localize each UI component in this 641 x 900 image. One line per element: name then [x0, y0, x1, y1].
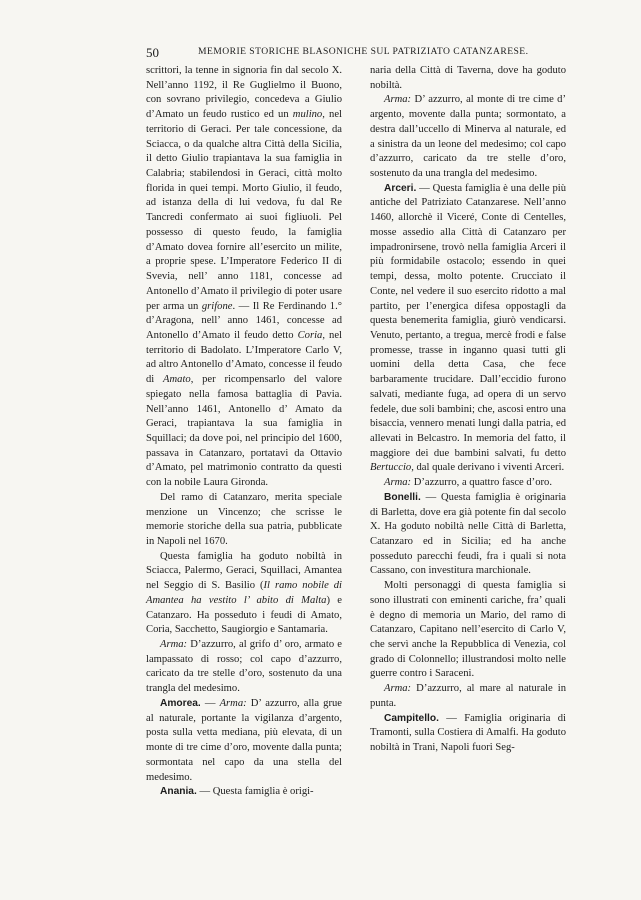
text-span: mulino — [292, 109, 323, 121]
text-span: — Questa famiglia è origi- — [196, 786, 314, 798]
entry-heading: Anania. — [160, 786, 197, 798]
entry-heading: Amorea. — [160, 697, 201, 709]
text-span: , nel territorio di Badolato. L’Imperatore Carlo V, ad altro Antonello d’Amato, concesse il feudo di — [146, 329, 342, 386]
text-span: Coria — [297, 329, 323, 341]
text-span: Arma: — [384, 683, 412, 695]
paragraph — [370, 64, 566, 93]
text-span: Molti personaggi di questa famiglia si sono illustrati con eminenti cariche, fra’ quali è degno di memoria un Mario, del ramo di Catanzaro, Capitano nell’esercito di Carlo V, che servì anche la Repubblica di Venezia, col grado di Colonnello; illustrandosi molto nelle guerre contro i Saraceni. — [370, 580, 566, 680]
text-span: — — [200, 697, 220, 709]
running-title: MEMORIE STORICHE BLASONICHE SUL PATRIZIATO CATANZARESE. — [198, 46, 529, 57]
text-span: Arma: — [384, 477, 412, 489]
text-span: D’azzurro, al grifo d’ oro, armato e lampassato di rosso; col capo d’azzurro, caricato da tre stelle d’oro, sostenuto da una trangla del medesimo. — [146, 639, 342, 695]
text-span: Amato — [163, 374, 191, 386]
paragraph — [146, 697, 342, 785]
paragraph — [370, 476, 566, 491]
text-span: — Questa famiglia è originaria di Barletta, dove era già potente fin dal secolo X. Ha goduto nobiltà nelle Città di Barletta, Catanzaro ed in Sicilia; ed ha anche posseduto parecchi feudi, fra i quali si nota Cassano, con investitura marchionale. — [370, 491, 566, 577]
text-span: , nel territorio di Geraci. Per tale concessione, da Sciacca, o da qualche altra Città della Sicilia, il detto Giulio trapiantava la sua famiglia in Calabria; stabilendosi in Geraci, città molto florida in quei tempi. Morto Giulio, il feudo, ad istanza della di lui vedova, fu dal Re Tancredi confermato ai suoi figliuoli. Pel possesso di questo feudo, la famiglia d’Amato dovea fornire all’esercito un milite, a proprie spese. L’Imperatore Federico II di Svevia, nell’ anno 1181, concesse ad Antonello d’Amato il privilegio di poter usare per arma un — [146, 109, 342, 312]
text-span: Arma: — [384, 94, 412, 106]
text-span: Del ramo di Catanzaro, merita speciale menzione un Vincenzo; che scrisse le memorie storiche della sua patria, pubblicate in Napoli nel 1670. — [146, 491, 342, 547]
paragraph — [370, 682, 566, 711]
paragraph — [370, 93, 566, 181]
left-column — [146, 64, 342, 800]
text-span: Bertuccio — [370, 462, 412, 474]
paragraph — [370, 712, 566, 756]
text-span: D’azzurro, a quattro fasce d’oro. — [411, 477, 552, 489]
paragraph — [370, 182, 566, 476]
entry-heading: Campitello. — [384, 712, 439, 724]
text-span: Arma: — [160, 639, 188, 651]
paragraph — [370, 579, 566, 682]
text-span: Il ramo nobile di Amantea ha vestito l’ abito di Malta — [146, 580, 342, 606]
text-span: — Questa famiglia è una delle più antiche del Patriziato Catanzarese. Nell’anno 1460, allorchè il Viceré, Conte di Centelles, mosse assedio alla Città di Catanzaro per impadronirsene, trovò nella famiglia Arceri il più formidabile ostacolo; essendo in quei tempi, dessa, molto potente. Crucciato il Conte, nel vedere il suo esercito ridotto a mal partito, per l’energica difesa oppostagli da questa benemerita famiglia, giurò vendicarsi. Venuto, pertanto, a tregua, mercè frodi e false promesse, trasse in inganno quasi tutti gli uomini della detta Casa, che fece barbaramente trucidare. Dall’eccidio furono salvati, mediante fuga, ad opera di un servo fedele, due soli bambini; che, ascosi entro una bisaccia, vennero menati lungi dalla patria, ed allevati in Belcastro. In memoria del fatto, il maggiore dei due bambini salvati, fu detto — [370, 182, 566, 459]
paragraph — [370, 491, 566, 579]
page-number: 50 — [146, 45, 159, 60]
text-span: D’ azzurro, alla grue al naturale, portante la vigilanza d’argento, posta sulla vetta mediana, più elevata, di un monte di tre cime d’oro, movente dalla punta; sormontata nel capo da una stella del medesimo. — [146, 697, 342, 783]
text-span: , dal quale derivano i viventi Arceri. — [411, 462, 565, 474]
text-span: ) e Catanzaro. Ha posseduto i feudi di Amato, Coria, Sacchetto, Saugiorgio e Santamaria. — [146, 594, 342, 636]
paragraph — [146, 64, 342, 491]
paragraph — [146, 491, 342, 550]
text-span: D’ azzurro, al monte di tre cime d’ argento, movente dalla punta; sormontato, a destra dall’uccello di Minerva al naturale, ed a sinistra da un leone del medesimo; col capo d’azzurro, caricato da tre stelle d’oro, sostenuto da una trangla del medesimo. — [370, 94, 566, 180]
text-span: grifone — [201, 300, 233, 312]
right-column — [370, 64, 566, 756]
text-span: scrittori, la tenne in signoria fin dal secolo X. Nell’anno 1192, il Re Guglielmo il Buono, con sovrano privilegio, concedeva a Giulio d’Amato un feudo rustico ed un — [146, 65, 342, 121]
entry-heading: Bonelli. — [384, 491, 421, 503]
text-span: . — Il Re Ferdinando 1.° d’Aragona, nell’ anno 1461, concesse ad Antonello d’Amato il feudo detto — [146, 300, 342, 341]
text-span: Arma: — [219, 697, 247, 709]
text-span: naria della Città di Taverna, dove ha goduto nobiltà. — [370, 65, 566, 91]
text-span: , per ricompensarlo del valore spiegato nella famosa battaglia di Pavia. Nell’anno 1461, Antonello d’ Amato da Geraci, trapiantava la sua famiglia in Squillaci; da dove poi, nel principio del 1600, passava in Catanzaro, portatavi da Ottavio d’Amato, pel matrimonio contratto da questi con la nobile Laura Gironda. — [146, 374, 343, 489]
text-span: — Famiglia originaria di Tramonti, sulla Costiera di Amalfi. Ha goduto nobiltà in Trani, Napoli fuori Seg- — [370, 712, 566, 754]
text-span: D’azzurro, al mare al naturale in punta. — [370, 683, 566, 709]
paragraph — [146, 550, 342, 638]
paragraph — [146, 638, 342, 697]
text-span: Questa famiglia ha goduto nobiltà in Sciacca, Palermo, Geraci, Squillaci, Amantea nel Seggio di S. Basilio ( — [146, 550, 342, 592]
entry-heading: Arceri. — [384, 182, 417, 194]
paragraph — [146, 785, 342, 800]
